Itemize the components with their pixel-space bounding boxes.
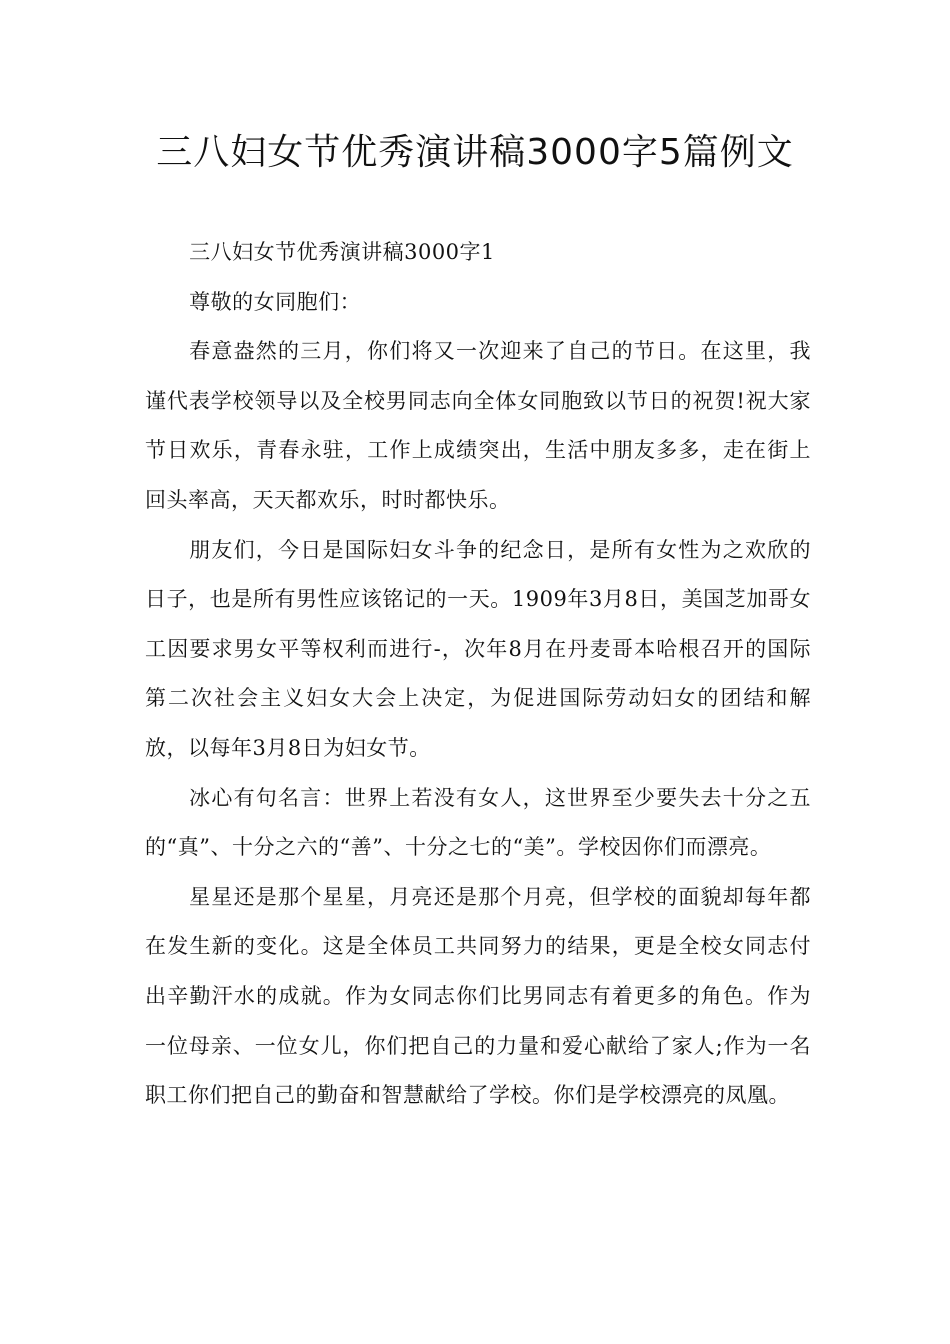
document-body: [145, 228, 811, 1121]
salutation: 尊敬的女同胞们：: [189, 289, 362, 314]
document-title: 三八妇女节优秀演讲稿3000字5篇例文: [156, 132, 794, 173]
body-paragraph: 冰心有句名言：世界上若没有女人，这世界至少要失去十分之五的“真”、十分之六的“善”、十分之七的“美”。学校因你们而漂亮。: [145, 785, 811, 860]
body-paragraph: 春意盎然的三月，你们将又一次迎来了自己的节日。在这里，我谨代表学校领导以及全校男同志向全体女同胞致以节日的祝贺!祝大家节日欢乐，青春永驻，工作上成绩突出，生活中朋友多多，走在街上回头率高，天天都欢乐，时时都快乐。: [145, 339, 811, 512]
body-paragraph: 朋友们，今日是国际妇女斗争的纪念日，是所有女性为之欢欣的日子，也是所有男性应该铭记的一天。1909年3月8日，美国芝加哥女工因要求男女平等权利而进行-，次年8月在丹麦哥本哈根召开的国际第二次社会主义妇女大会上决定，为促进国际劳动妇女的团结和解放，以每年3月8日为妇女节。: [145, 537, 811, 760]
body-paragraph: 星星还是那个星星，月亮还是那个月亮，但学校的面貌却每年都在发生新的变化。这是全体员工共同努力的结果，更是全校女同志付出辛勤汗水的成就。作为女同志你们比男同志有着更多的角色。作为一位母亲、一位女儿，你们把自己的力量和爱心献给了家人;作为一名职工你们把自己的勤奋和智慧献给了学校。你们是学校漂亮的凤凰。: [145, 884, 811, 1108]
section-heading: 三八妇女节优秀演讲稿3000字1: [189, 240, 495, 264]
